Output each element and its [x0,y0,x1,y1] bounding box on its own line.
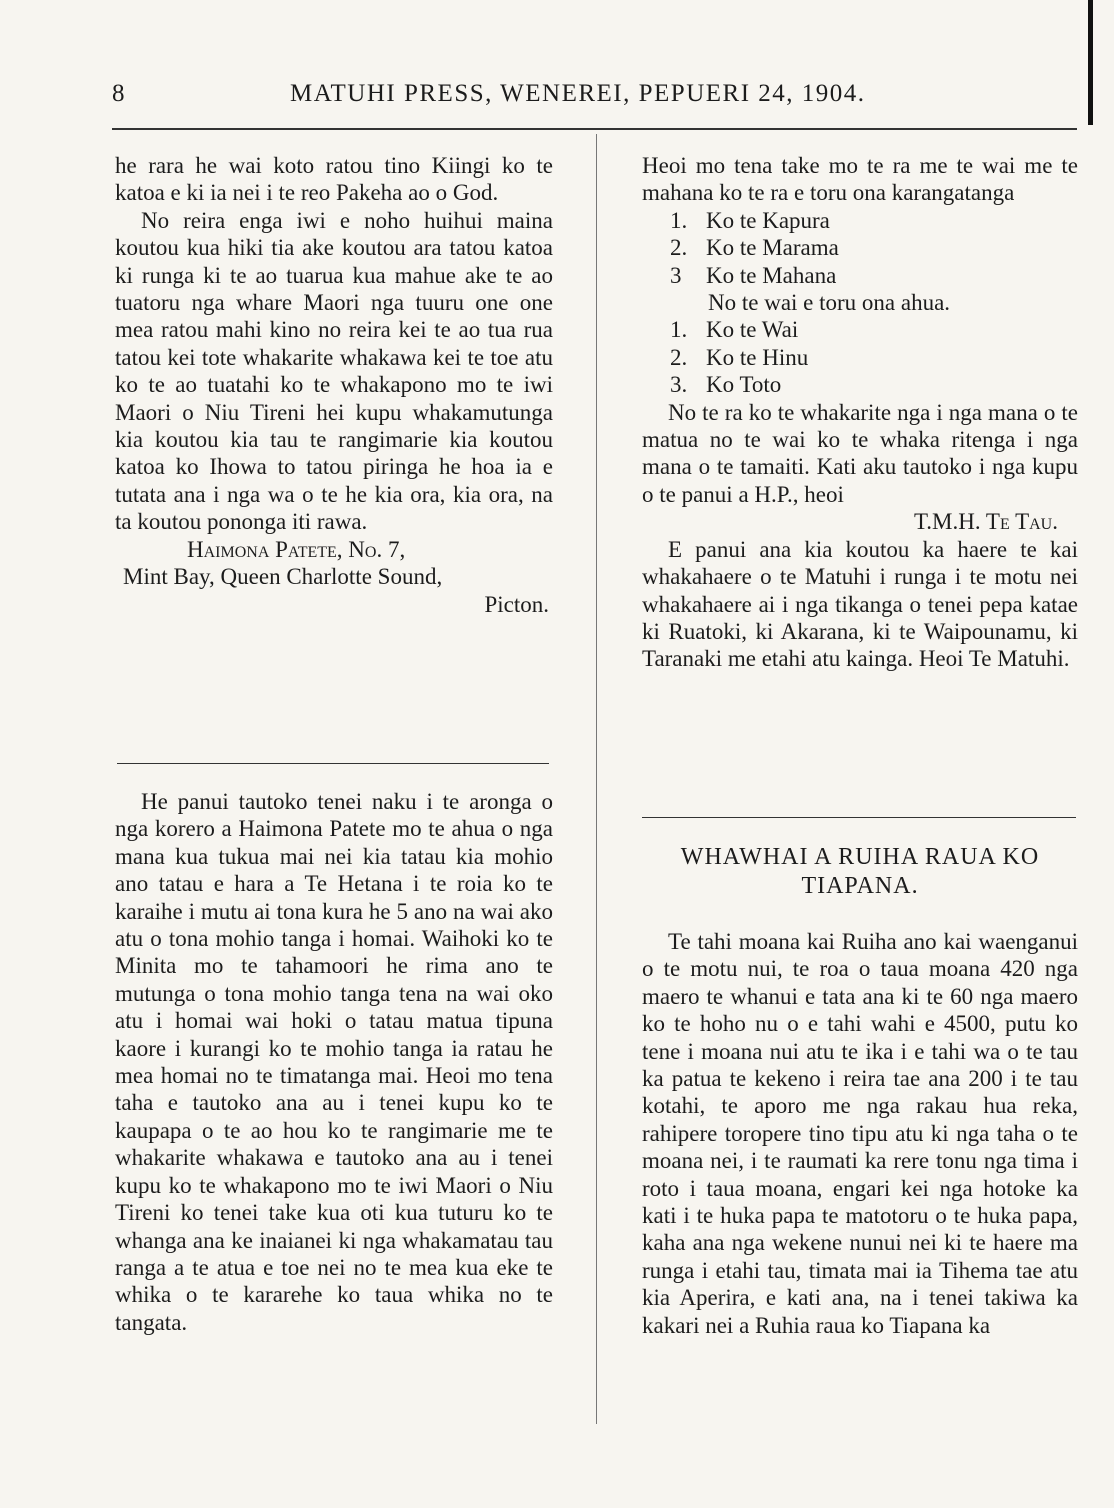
article-body: Te tahi moana kai Ruiha ano kai waenganui o te motu nui, te roa o taua moana 420 nga maero te whanui e tata ana ki te 60 nga maero ko te hoho nu o e tahi wahi e 4500, putu ko tene i moana nui atu te ika i e tahi wa o te tau ka patua te kekeno i reira tae ana 200 i te tau kotahi, te aporo me nga rakau hua reka, rahipere toropere tino tipu atu ki nga taha o te moana nei, i te raumati ka rere tonu nga tima i roto i taua moana, engari kei nga hotoke ka kati i te huka papa te matotoru o te huka papa, kaha ana nga wekene nunui nei ki te haere ma runga i etahi tau, timata mai ia Tihema tae atu kia Aperira, e kati ana, na i tenei takiwa ka kakari nei a Ruhia raua ko Tiapana ka [642,929,1078,1338]
article-headline: WHAWHAI A RUIHA RAUA KO TIAPANA. [680,844,1040,899]
list-ra [642,207,1078,289]
right-separator [642,817,1076,818]
page-header [112,72,1032,118]
list-number: 3 [670,262,682,288]
list-note: No te wai e toru ona ahua. [708,290,951,316]
second-letter-paragraph: He panui tautoko tenei naku i te aronga o nga korero a Haimona Patete mo te ahua o nga mana kua tukua mai nei kia tatau kia mohio ano tatau e hara a Te Hetana i te roia ko te karaihe i mutu ai tona kura he 5 ano na wai ako atu o tona mohio tanga i homai. Waihoki ko te Minita mo te tahamoori he rima ano te mutunga o tona mohio tanga tena na wai oko atu i homai wai hoki o tatau matua tipuna kaore i kurangi ko te mohio tanga ia ratau he mea homai no te timatanga mai. Heoi mo tena taha e tautoko ana au i tenei kupu ko te kaupapa o te ao hou ko te rangimarie me te whakarite whakawa e tautoko ana au i tenei kupu ko te whakapono mo te iwi Maori o Niu Tireni ko tenei take kua oti kua tuturu ko te whanga ana ke inaianei ki nga whakamatau tau ranga a te atua e toe nei no te mea kua eke te whika o te kararehe ko taua whika no te tangata. [115,789,553,1335]
list-number: 1. [670,317,688,343]
page-edge-bar [1088,0,1093,125]
list-item [642,207,1078,234]
signature-address: Mint Bay, Queen Charlotte Sound, [123,564,443,590]
list-item [642,234,1078,261]
list-item [642,316,1078,343]
letter-paragraph-1: he rara he wai koto ratou tino Kiingi ko te katoa e ki ia nei i te reo Pakeha ao o God. [115,153,553,206]
masthead: MATUHI PRESS, WENEREI, PEPUERI 24, 1904. [290,80,866,107]
list-text: Ko te Wai [706,317,799,343]
list-item [642,262,1078,289]
signature-name: Haimona Patete, No. 7, [187,536,406,562]
right-closing: No te ra ko te whakarite nga i nga mana o te matua no te wai ko te whaka ritenga i nga mana o te tamaiti. Kati aku tautoko i nga kupu o te panui a H.P., heoi [642,399,1078,507]
list-number: 2. [670,344,688,370]
signature-town: Picton. [484,591,549,617]
letter-signature [115,536,553,618]
list-number: 3. [670,372,688,398]
right-column-article [642,928,1078,1339]
page-number: 8 [112,80,125,107]
right-signature: T.M.H. Te Tau. [913,509,1058,535]
left-column-letter [115,152,553,618]
list-number: 1. [670,207,688,233]
list-text: Ko te Mahana [706,262,837,288]
list-text: Ko te Marama [706,235,839,261]
matuhi-notice: E panui ana kia koutou ka haere te kai whakahaere o te Matuhi i runga i te motu nei whakahaere ai i nga tikanga o tenei pepa katae ki Ruatoki, ki Akarana, ki te Waipounamu, ki Taranaki me etahi atu kainga. Heoi Te Matuhi. [642,536,1078,672]
list-number: 2. [670,235,688,261]
left-separator [117,763,549,764]
list-item [642,344,1078,371]
right-column-letter [642,152,1078,673]
list-text: Ko te Kapura [706,207,830,233]
header-rule [112,128,1077,130]
left-column-second-letter [115,788,553,1336]
list-text: Ko Toto [706,372,782,398]
letter-paragraph-2: No reira enga iwi e noho huihui maina koutou kua hiki tia ake koutou ara tatou katoa ki runga ki te ao tuarua kua mahue ake te ao tuatoru nga whare Maori nga tuuru one one mea ratou mahi kino no reira kei te ao tua rua tatou kei tote whakarite whakawa kei te toe atu ko te ao tuatahi ko te whakapono mo te iwi Maori o Niu Tireni hei kupu whakamutunga kia koutou kia tau te rangimarie kia koutou katoa ko Ihowa to tatou piringa he hoa ia e tutata ana i nga wa o te he kia ora, kia ora, na ta koutou pononga iti rawa. [115,207,553,535]
list-text: Ko te Hinu [706,344,809,370]
right-intro: Heoi mo tena take mo te ra me te wai me te mahana ko te ra e toru ona karangatanga [642,153,1078,206]
column-divider [596,134,597,1424]
list-wai [642,316,1078,398]
list-item [642,371,1078,398]
